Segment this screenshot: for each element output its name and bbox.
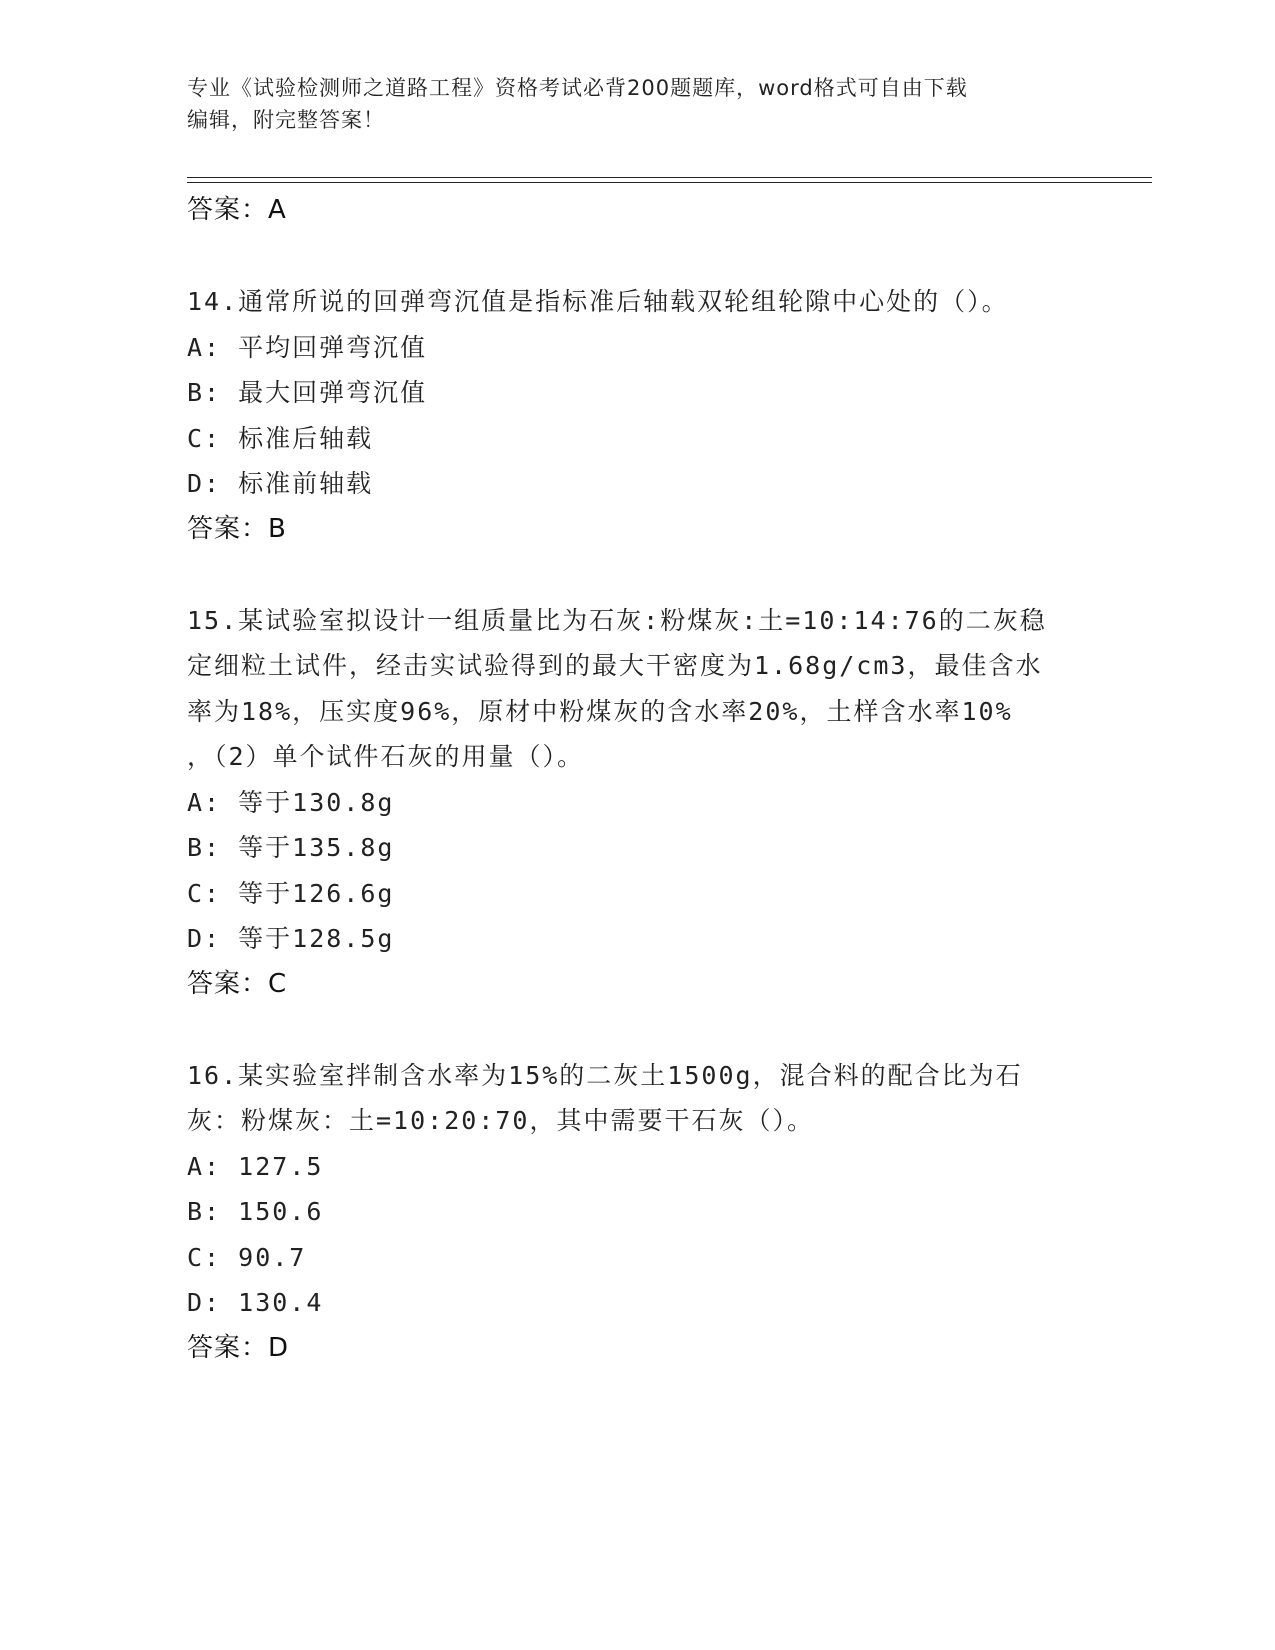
page-header <box>187 72 1067 136</box>
option-c: C: 等于126.6g <box>187 878 395 908</box>
option-c: C: 标准后轴载 <box>187 423 374 453</box>
question-14 <box>187 279 1087 552</box>
question-stem-line-1: 16.某实验室拌制含水率为15%的二灰土1500g，混合料的配合比为石 <box>187 1060 1023 1090</box>
question-stem-line-1: 15.某试验室拟设计一组质量比为石灰:粉煤灰:土=10:14:76的二灰稳 <box>187 605 1047 635</box>
spacer <box>187 234 1087 280</box>
previous-answer: 答案：A <box>187 195 287 225</box>
option-d: D: 等于128.5g <box>187 924 395 953</box>
header-line-1: 专业《试验检测师之道路工程》资格考试必背200题题库，word格式可自由下载 <box>187 76 968 100</box>
option-a: A: 127.5 <box>187 1151 324 1181</box>
question-stem-line-2: 定细粒土试件，经击实试验得到的最大干密度为1.68g/cm3，最佳含水 <box>187 651 1043 680</box>
answer: 答案：B <box>187 513 287 544</box>
question-stem-line-4: ，（2）单个试件石灰的用量（）。 <box>187 742 585 771</box>
spacer <box>187 1007 1087 1053</box>
answer: 答案：C <box>187 968 288 999</box>
question-content <box>187 188 1087 1371</box>
header-rule-top <box>187 177 1152 178</box>
header-line-2: 编辑，附完整答案！ <box>187 108 385 132</box>
option-c: C: 90.7 <box>187 1242 307 1272</box>
question-stem-line-2: 灰：粉煤灰：土=10:20:70，其中需要干石灰（）。 <box>187 1106 814 1135</box>
option-b: B: 150.6 <box>187 1197 324 1226</box>
question-16 <box>187 1053 1087 1372</box>
option-a: A: 等于130.8g <box>187 787 395 817</box>
header-rule-bottom <box>187 182 1152 183</box>
option-b: B: 等于135.8g <box>187 833 395 862</box>
spacer <box>187 552 1087 598</box>
question-15 <box>187 598 1087 1008</box>
option-a: A: 平均回弹弯沉值 <box>187 332 428 362</box>
answer: 答案：D <box>187 1332 290 1363</box>
question-stem-line-3: 率为18%，压实度96%，原材中粉煤灰的含水率20%，土样含水率10% <box>187 696 1013 726</box>
option-d: D: 130.4 <box>187 1288 324 1317</box>
question-stem: 14.通常所说的回弹弯沉值是指标准后轴载双轮组轮隙中心处的（）。 <box>187 287 1009 316</box>
option-b: B: 最大回弹弯沉值 <box>187 378 428 407</box>
option-d: D: 标准前轴载 <box>187 469 374 498</box>
